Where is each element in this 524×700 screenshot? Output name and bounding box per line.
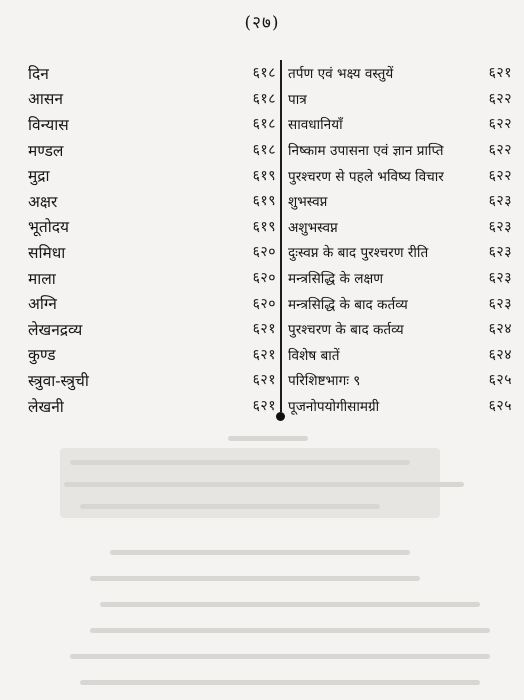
toc-entry-title: कुण्ड [28,346,56,365]
toc-entry-title: लेखनी [28,397,64,416]
toc-entry [288,162,512,188]
toc-entry [288,214,512,240]
toc-entry [28,60,276,86]
toc-entry-page: ६२१ [252,398,276,415]
toc-entry-title: अग्नि [28,295,57,314]
toc-entry [28,162,276,188]
toc-entry [28,86,276,112]
toc-entry [288,290,512,316]
toc-entry-title: मन्त्रसिद्धि के बाद कर्तव्य [288,296,408,313]
toc-left-column [28,60,276,418]
toc-entry-title: पूजनोपयोगीसामग्री [288,399,380,416]
toc-entry-page: ६१९ [252,218,276,235]
toc-entry-page: ६२५ [488,372,512,389]
toc-entry [288,188,512,214]
toc-entry-page: ६१८ [252,65,276,82]
toc-entry [28,239,276,265]
toc-entry-page: ६२१ [252,372,276,389]
toc-entry-page: ६२३ [488,244,512,261]
toc-entry-page: ६२४ [488,321,512,338]
toc-entry [28,290,276,316]
toc-entry-title: विशेष बातें [288,347,340,364]
toc-entry-page: ६२२ [488,167,512,184]
toc-entry-page: ६१९ [252,193,276,210]
toc-entry [288,239,512,265]
toc-entry-title: अक्षर [28,192,58,211]
toc-entry-title: स्त्रुवा-स्त्रुची [28,371,89,390]
toc-entry-page: ६२३ [488,218,512,235]
toc-entry-page: ६२२ [488,142,512,159]
toc-entry-title: शुभस्वप्न [288,194,328,211]
toc-entry-page: ६२४ [488,346,512,363]
divider-end-dot [276,412,285,421]
toc-entry-title: मुद्रा [28,167,50,186]
toc-entry-title: तर्पण एवं भक्ष्य वस्तुयें [288,66,394,83]
toc-entry-page: ६२५ [488,398,512,415]
toc-entry-page: ६२१ [488,65,512,82]
toc-right-column [288,60,512,418]
toc-entry-title: आसन [28,90,63,109]
toc-entry-page: ६१८ [252,142,276,159]
toc-entry-title: पुरश्चरण के बाद कर्तव्य [288,322,404,339]
bleed-through-text [0,430,524,700]
toc-entry-title: पात्र [288,91,307,108]
toc-entry-title: पुरश्चरण से पहले भविष्य विचार [288,168,444,185]
toc-entry-title: समिधा [28,243,66,262]
toc-entry [28,265,276,291]
toc-entry [288,265,512,291]
toc-entry-title: अशुभस्वप्न [288,219,338,236]
toc-entry-title: माला [28,269,56,288]
toc-entry [28,111,276,137]
toc-entry-title: निष्काम उपासना एवं ज्ञान प्राप्ति [288,143,444,160]
toc-entry [28,367,276,393]
toc-entry-page: ६२३ [488,193,512,210]
toc-entry-title: मण्डल [28,141,64,160]
toc-entry-page: ६१८ [252,116,276,133]
toc-entry-title: परिशिष्टभागः ९ [288,373,361,390]
toc-entry [28,188,276,214]
toc-entry-title: सावधानियाँ [288,117,343,134]
toc-entry [28,393,276,419]
toc-entry [288,137,512,163]
toc-entry [28,137,276,163]
toc-entry [28,342,276,368]
toc-entry [288,60,512,86]
toc-entry [288,316,512,342]
toc-entry [288,367,512,393]
toc-entry-page: ६२१ [252,321,276,338]
toc-entry-page: ६२३ [488,270,512,287]
toc-entry [288,111,512,137]
toc-entry-title: विन्यास [28,115,69,134]
toc-entry-title: भूतोदय [28,218,69,237]
page-number: (२७) [244,13,280,33]
toc-entry-page: ६१९ [252,167,276,184]
toc-entry [288,342,512,368]
toc-entry [288,393,512,419]
toc-entry [28,214,276,240]
toc-entry-title: मन्त्रसिद्धि के लक्षण [288,271,384,288]
toc-entry-page: ६२० [252,295,276,312]
toc-entry-page: ६२० [252,270,276,287]
toc-entry-page: ६२२ [488,116,512,133]
toc-entry-page: ६२१ [252,346,276,363]
toc-entry-title: दुःस्वप्न के बाद पुरश्चरण रीति [288,245,429,262]
column-divider [280,60,282,412]
toc-entry-page: ६२३ [488,295,512,312]
toc-entry-page: ६२० [252,244,276,261]
toc-entry [28,316,276,342]
toc-entry-page: ६१८ [252,90,276,107]
toc-entry-title: लेखनद्रव्य [28,320,83,339]
toc-entry [288,86,512,112]
toc-entry-title: दिन [28,64,49,83]
toc-entry-page: ६२२ [488,90,512,107]
